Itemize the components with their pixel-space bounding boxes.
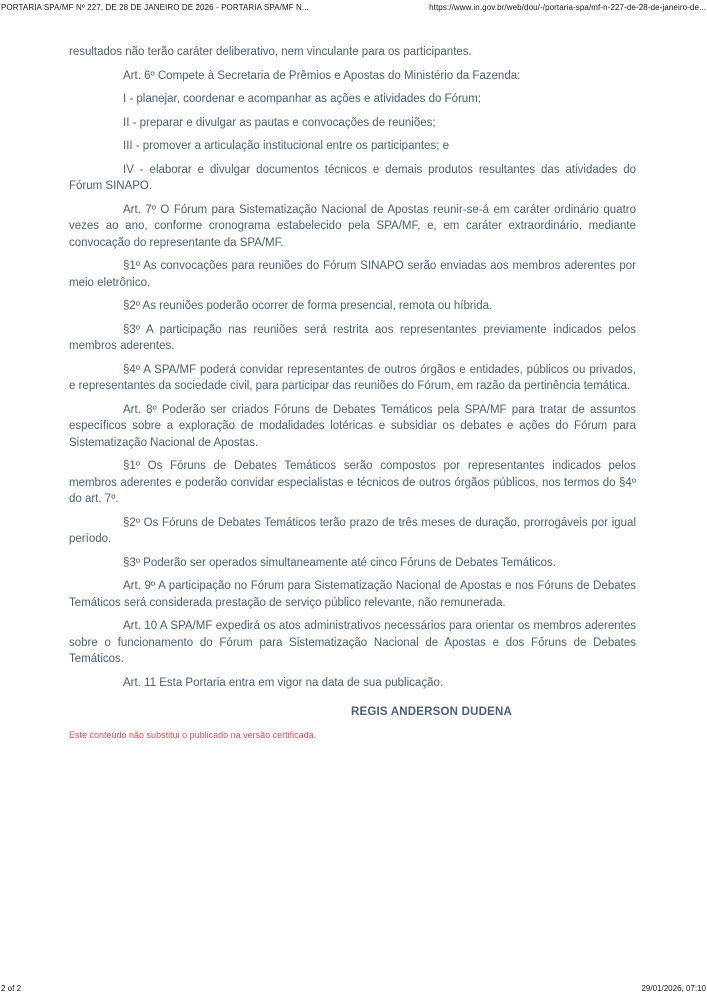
certification-disclaimer: Este conteúdo não substitui o publicado na versão certificada. <box>69 729 317 740</box>
document-paragraph: IV - elaborar e divulgar documentos técnicos e demais produtos resultantes das atividades do Fórum SINAPO. <box>69 163 636 192</box>
document-paragraph: §4º A SPA/MF poderá convidar representantes de outros órgãos e entidades, públicos ou privados, e representantes da sociedade civil, para participar das reuniões do Fórum, em razão da pertinência temática. <box>69 363 636 392</box>
print-header-url: https://www.in.gov.br/web/dou/-/portaria-spa/mf-n-227-de-28-de-janeiro-de... <box>429 3 706 12</box>
document-paragraph: Art. 8º Poderão ser criados Fóruns de Debates Temáticos pela SPA/MF para tratar de assuntos específicos sobre a exploração de modalidades lotéricas e subsidiar os debates e ações do Fórum para Sistematização Nacional de Apostas. <box>69 403 636 449</box>
document-paragraph: Art. 7º O Fórum para Sistematização Nacional de Apostas reunir-se-á em caráter ordinário quatro vezes ao ano, conforme cronograma estabelecido pela SPA/MF, e, em caráter extraordinário, mediante convocação do representante da SPA/MF. <box>69 203 636 249</box>
print-header <box>1 3 706 12</box>
document-paragraph: III - promover a articulação institucional entre os participantes; e <box>123 140 449 152</box>
document-body <box>69 44 636 741</box>
document-paragraph: §3º A participação nas reuniões será restrita aos representantes previamente indicados pelos membros aderentes. <box>69 323 636 352</box>
document-paragraph: §2º As reuniões poderão ocorrer de forma presencial, remota ou híbrida. <box>123 300 493 312</box>
document-paragraph: §1º As convocações para reuniões do Fórum SINAPO serão enviadas aos membros aderentes por meio eletrônico. <box>69 260 636 289</box>
print-header-title: PORTARIA SPA/MF Nº 227, DE 28 DE JANEIRO DE 2026 - PORTARIA SPA/MF N... <box>1 3 309 12</box>
document-paragraph: I - planejar, coordenar e acompanhar as ações e atividades do Fórum; <box>123 93 481 105</box>
document-paragraph-list <box>69 44 636 691</box>
document-paragraph: Art. 10 A SPA/MF expedirá os atos administrativos necessários para orientar os membros aderentes sobre o funcionamento do Fórum para Sistematização Nacional de Apostas e dos Fóruns de Debates Temáticos. <box>69 620 636 665</box>
document-paragraph: resultados não terão caráter deliberativo, nem vinculante para os participantes. <box>69 46 472 58</box>
print-timestamp: 29/01/2026, 07:10 <box>641 984 706 993</box>
document-paragraph: §2º Os Fóruns de Debates Temáticos terão prazo de três meses de duração, prorrogáveis por igual período. <box>69 516 636 545</box>
document-paragraph: Art. 9º A participação no Fórum para Sistematização Nacional de Apostas e nos Fóruns de Debates Temáticos será considerada prestação de serviço público relevante, não remunerada. <box>69 580 636 609</box>
signature-name: REGIS ANDERSON DUDENA <box>351 706 512 718</box>
document-paragraph: Art. 11 Esta Portaria entra em vigor na data de sua publicação. <box>123 676 444 689</box>
document-paragraph: §3º Poderão ser operados simultaneamente até cinco Fóruns de Debates Temáticos. <box>123 556 556 569</box>
document-paragraph: Art. 6º Compete à Secretaria de Prêmios e Apostas do Ministério da Fazenda: <box>123 69 521 82</box>
page-number: 2 of 2 <box>1 984 22 993</box>
document-paragraph: II - preparar e divulgar as pautas e convocações de reuniões; <box>123 116 436 129</box>
document-paragraph: §1º Os Fóruns de Debates Temáticos serão compostos por representantes indicados pelos membros aderentes e poderão convidar especialistas e técnicos de outros órgãos públicos, nos termos do §4º do art. 7º. <box>69 460 636 505</box>
print-footer <box>1 984 706 993</box>
